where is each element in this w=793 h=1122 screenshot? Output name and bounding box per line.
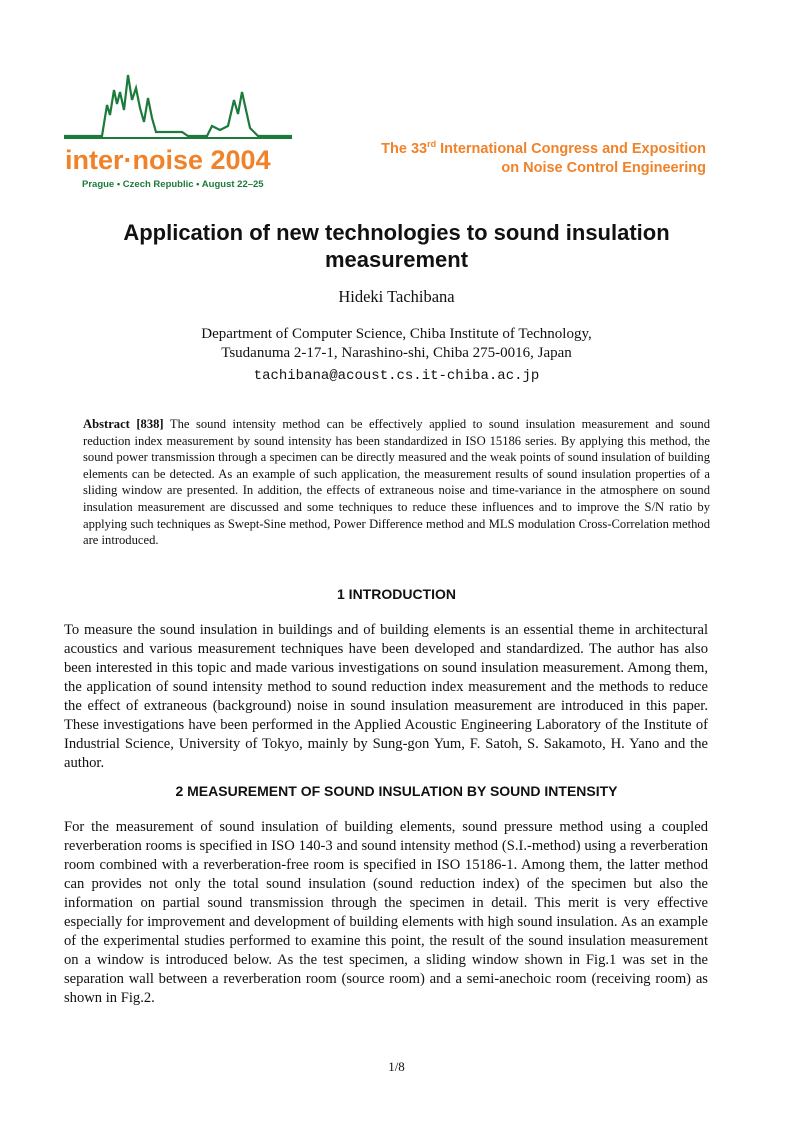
congress-line-1: The 33rd International Congress and Exposition xyxy=(381,139,706,157)
conference-logo xyxy=(62,70,294,192)
congress-name xyxy=(381,140,706,178)
affiliation: Department of Computer Science, Chiba Institute of Technology, Tsudanuma 2-17-1, Narashino-shi, Chiba 275-0016, Japan xyxy=(201,326,592,361)
section-heading-measurement: 2 MEASUREMENT OF SOUND INSULATION BY SOUND INTENSITY xyxy=(175,783,618,799)
page-number: 1/8 xyxy=(388,1059,405,1074)
paper-title: Application of new technologies to sound insulation measurement xyxy=(123,220,670,272)
author-name: Hideki Tachibana xyxy=(338,287,455,306)
logo-text: inter·noise 2004 xyxy=(65,145,271,175)
abstract-label: Abstract [838] xyxy=(83,417,164,431)
logo-skyline xyxy=(64,75,292,136)
abstract xyxy=(83,416,710,549)
section-body-introduction: To measure the sound insulation in buildings and of building elements is an essential theme in architectural acoustics and various measurement techniques have been developed and standardized. The author has also been interested in this topic and made various investigations on sound insulation measurement. Among them, the application of sound intensity method to sound reduction index measurement and the methods to reduce the effect of extraneous (background) noise in sound insulation measurement are introduced in this paper. These investigations have been performed in the Applied Acoustic Engineering Laboratory of the Institute of Industrial Science, University of Tokyo, mainly by Sung-gon Yum, F. Satoh, S. Sakamoto, H. Yano and the author. xyxy=(64,622,708,771)
logo-subtext: Prague • Czech Republic • August 22–25 xyxy=(82,179,264,190)
abstract-text: The sound intensity method can be effectively applied to sound insulation measurement and sound reduction index measurement by sound intensity has been standardized in ISO 15186 series. By applying this method, the sound power transmission through a specimen can be directly measured and the weak points of sound insulation of building elements can be detected. As an example of such application, the measurement results of sound insulation properties of a sliding window are presented. In addition, the effects of extraneous noise and time-variance in the atmosphere on sound insulation measurement are discussed and some techniques to reduce these influences and to improve the S/N ratio by applying such techniques as Swept-Sine method, Power Difference method and MLS modulation Cross-Correlation method are introduced. xyxy=(83,417,710,548)
congress-line-2: on Noise Control Engineering xyxy=(501,160,706,176)
author-email: tachibana@acoust.cs.it-chiba.ac.jp xyxy=(253,368,540,384)
section-body-measurement: For the measurement of sound insulation of building elements, sound pressure method using a coupled reverberation rooms is specified in ISO 140-3 and sound intensity method (S.I.-method) using a reverberation room combined with a reverberation-free room is specified in ISO 15186-1. Among them, the latter method can provides not only the total sound insulation (sound reduction index) of the specimen but also the information on partial sound transmission through the specimen in detail. This merit is very effective especially for improvement and development of building elements with high sound insulation. As an example of the experimental studies performed to examine this point, the result of the sound insulation measurement on a window is introduced below. As the test specimen, a sliding window shown in Fig.1 was set in the separation wall between a reverberation room (source room) and a semi-anechoic room (receiving room) as shown in Fig.2. xyxy=(64,819,708,1006)
section-heading-introduction: 1 INTRODUCTION xyxy=(337,586,456,602)
